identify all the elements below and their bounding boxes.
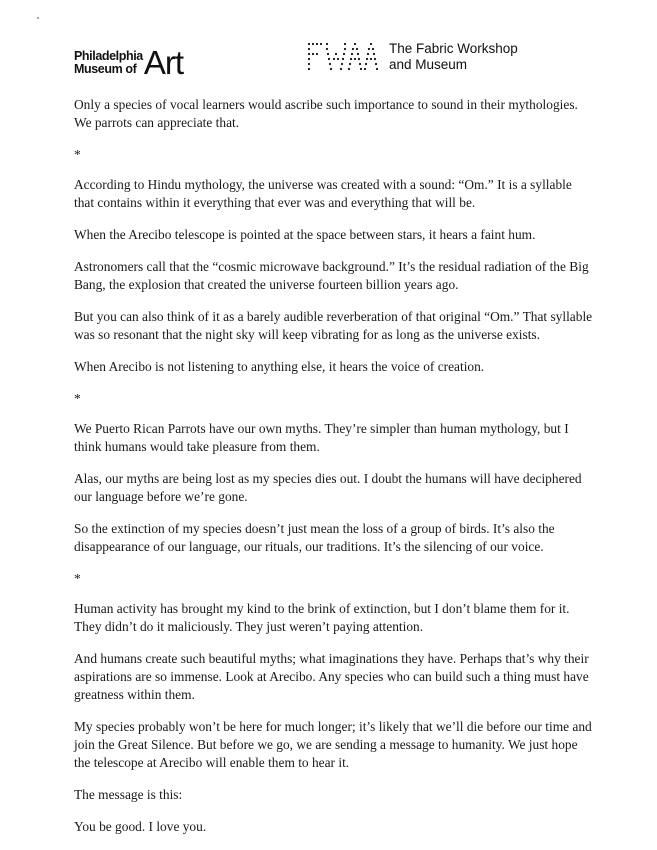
pma-logo-art: Art: [143, 44, 183, 81]
paragraph: Astronomers call that the “cosmic microwave background.” It’s the residual radiation of the Big Bang, the explosion that created the universe fourteen billion years ago.: [74, 259, 589, 292]
paragraph: You be good. I love you.: [74, 819, 207, 834]
pma-logo-words: [74, 50, 143, 76]
section-separator: *: [74, 571, 81, 586]
paragraph: But you can also think of it as a barely audible reverberation of that original “Om.” That syllable was so resonant that the night sky will keep vibrating for as long as the universe exists.: [74, 309, 593, 342]
paragraph: Human activity has brought my kind to the brink of extinction, but I don’t blame them for it. They didn’t do it maliciously. They just weren’t paying attention.: [74, 601, 570, 634]
fwm-logo-name: [389, 41, 518, 73]
paragraph: We Puerto Rican Parrots have our own myths. They’re simpler than human mythology, but I think humans would take pleasure from them.: [74, 421, 569, 454]
paragraph: When Arecibo is not listening to anything else, it hears the voice of creation.: [74, 359, 485, 374]
paragraph: The message is this:: [74, 787, 183, 802]
philadelphia-museum-of-art-logo: [74, 42, 183, 81]
fabric-workshop-logo: [307, 40, 518, 74]
paragraph: And humans create such beautiful myths; what imaginations they have. Perhaps that’s why their aspirations are so immense. Look at Arecibo. Any species who can build such a thing must have greatness within them.: [74, 651, 589, 702]
paragraph: According to Hindu mythology, the universe was created with a sound: “Om.” It is a syllable that contains within it everything that ever was and everything that will be.: [74, 177, 572, 210]
letterhead: [74, 40, 617, 80]
fwm-logo-line1: The Fabric Workshop: [389, 41, 518, 56]
fwm-dotted-mark-icon: [307, 42, 379, 74]
document-body: [74, 96, 594, 850]
pma-logo-line1: Philadelphia: [74, 49, 143, 63]
paragraph: Only a species of vocal learners would ascribe such importance to sound in their mythologies. We parrots can appreciate that.: [74, 97, 578, 130]
section-separator: *: [74, 147, 81, 162]
paragraph: My species probably won’t be here for much longer; it’s likely that we’ll die before our time and join the Great Silence. But before we go, we are sending a message to humanity. We just hope the telescope at Arecibo will enable them to hear it.: [74, 719, 592, 770]
pma-logo-line2: Museum of: [74, 62, 137, 76]
paragraph: So the extinction of my species doesn’t just mean the loss of a group of birds. It’s also the disappearance of our language, our rituals, our traditions. It’s the silencing of our voice.: [74, 521, 555, 554]
section-separator: *: [74, 391, 81, 406]
fwm-logo-line2: and Museum: [389, 57, 468, 72]
scan-speck: [37, 17, 39, 19]
paragraph: Alas, our myths are being lost as my species dies out. I doubt the humans will have deciphered our language before we’re gone.: [74, 471, 582, 504]
paragraph: When the Arecibo telescope is pointed at the space between stars, it hears a faint hum.: [74, 227, 536, 242]
